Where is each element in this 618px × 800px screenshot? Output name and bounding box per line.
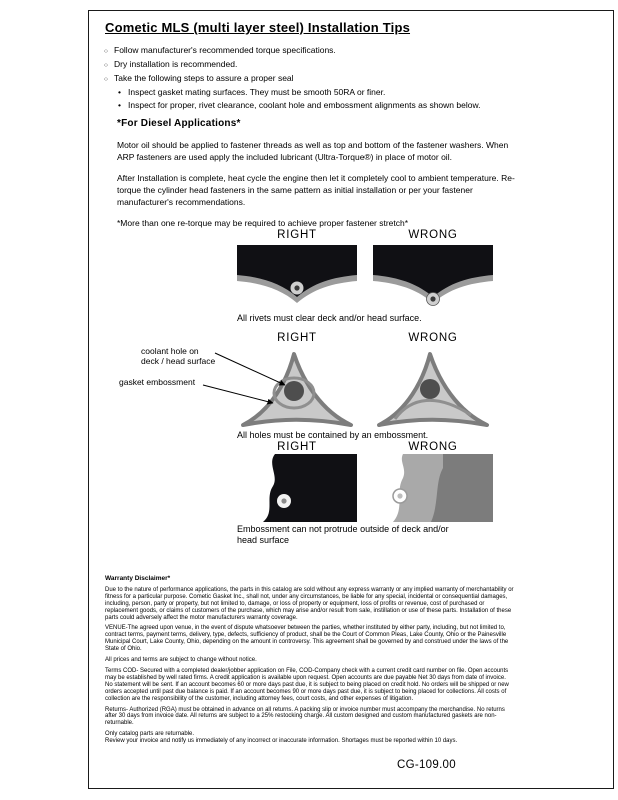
diagram-protrude-right [237, 454, 357, 522]
right-label: RIGHT [277, 229, 317, 241]
warranty-paragraph: Only catalog parts are returnable. [105, 731, 195, 738]
right-label: RIGHT [277, 332, 317, 344]
doc-code: CG-109.00 [397, 759, 456, 771]
tip-item [104, 58, 594, 72]
tip-text: Follow manufacturer's recommended torque specifications. [114, 45, 336, 55]
callout-line: coolant hole on [141, 346, 199, 356]
warranty-paragraph: All prices and terms are subject to change without notice. [105, 657, 257, 664]
warranty-paragraph: Review your invoice and notify us immediately of any incorrect or inaccurate information. Shortages must be reported within 10 days. [105, 738, 458, 745]
diagram-rivet-wrong [373, 245, 493, 310]
wrong-label: WRONG [408, 332, 458, 344]
diagram-row1-labels [237, 229, 493, 241]
diesel-heading: *For Diesel Applications* [117, 118, 241, 129]
diagram-row2-labels [237, 332, 493, 344]
warranty-paragraph: VENUE-The agreed upon venue, in the event of dispute whatsoever between the parties, whether instituted by either party, including, but not limited to, contract terms, payment terms, delivery, type, defects, sufficiency of product, shall be the Court of Common Pleas, Lake County, Ohio or the Painesville Municipal Court, Lake County, Ohio, depending on the amount in controversy. This agreement shall be governed by and construed under the laws of the State of Ohio. [105, 625, 509, 653]
diagram-embossment-wrong [373, 347, 493, 429]
tip-text: Dry installation is recommended. [114, 59, 238, 69]
diagram-protrude-wrong [373, 454, 493, 522]
dot-bullet-icon: • [118, 87, 121, 97]
diagram-rivet-right [237, 245, 357, 310]
diagram-row1 [237, 245, 493, 310]
callout-arrow-lines [201, 347, 297, 417]
right-label: RIGHT [277, 441, 317, 453]
wrong-label: WRONG [408, 441, 458, 453]
retorque-note: *More than one re-torque may be required to achieve proper fastener stretch* [117, 218, 409, 228]
circle-bullet-icon: ○ [104, 48, 108, 55]
warranty-paragraph: Returns- Authorized (RGA) must be obtained in advance on all returns. A packing slip or invoice number must accompany the merchandise. No returns after 30 days from invoice date. All returns are subject to a 25% restocking charge. All custom designed and custom manufactured gaskets are non-returnable. [105, 706, 505, 727]
diagram-caption: Embossment can not protrude outside of deck and/or head surface [237, 524, 449, 545]
warranty-paragraph: Terms COD- Secured with a completed dealer/jobber application on File, COD-Company check with a current credit card number on file. Open accounts may be established by well rated firms. A credit application is available upon request. Open accounts are due payable Net 30 days from date of invoice. No statement will be sent. If an account becomes 60 or more days past due, it is subject to being placed on credit hold. No orders will be shipped or new orders accepted until past due balance is paid. If an account becomes 90 or more days past due, it is subject to being placed for collections. All costs of collection are the responsibility of the customer, including attorney fees, court costs, and other expenses of litigation. [105, 667, 509, 702]
warranty-heading: Warranty Disclaimer* [105, 575, 171, 582]
diagram-caption: All rivets must clear deck and/or head surface. [237, 313, 422, 323]
diagram-caption: All holes must be contained by an embossment. [237, 430, 429, 440]
installation-tips-list [104, 44, 594, 112]
callout-gasket-embossment-label: gasket embossment [119, 377, 196, 387]
circle-bullet-icon: ○ [104, 62, 108, 69]
dot-bullet-icon: • [118, 100, 121, 110]
diagram-row3-labels [237, 441, 493, 453]
tip-text: Inspect gasket mating surfaces. They must be smooth 50RA or finer. [128, 87, 386, 97]
diagram-row3 [237, 454, 493, 522]
diesel-applications-section [117, 118, 515, 229]
tip-text: Take the following steps to assure a proper seal [114, 73, 294, 83]
warranty-paragraph: Due to the nature of performance applications, the parts in this catalog are sold without any express warranty or any implied warranty of merchantability or fitness for a particular purpose. Cometic Gasket Inc., shall not, under any circumstances, be liable for any special, incidental or consequential damages, including, person, party or property, but not limited to, damage, or loss of property or equipment, loss of profits or revenue, cost of purchased or replacement goods, or claims of customers of the purchase, which may arise and/or result from sale, instillation or use of these parts. Installation of these parts could adversely affect the motor manufacturers warranty coverage. [105, 586, 514, 621]
tip-sub-item [104, 99, 594, 112]
callout-line: deck / head surface [141, 355, 216, 366]
wrong-label: WRONG [408, 229, 458, 241]
page-title: Cometic MLS (multi layer steel) Installation Tips [105, 20, 411, 35]
tip-item [104, 72, 594, 86]
diesel-paragraph-1: Motor oil should be applied to fastener threads as well as top and bottom of the fastener washers. When ARP fasteners are used apply the included lubricant (Ultra-Torque®) in place of motor oil. [117, 140, 509, 162]
tip-sub-item [104, 86, 594, 99]
circle-bullet-icon: ○ [104, 76, 108, 83]
warranty-disclaimer-section [105, 576, 515, 749]
page-frame [88, 10, 614, 789]
tip-text: Inspect for proper, rivet clearance, coolant hole and embossment alignments as shown below. [128, 100, 481, 110]
diesel-paragraph-2: After Installation is complete, heat cycle the engine then let it completely cool to ambient temperature. Re-torque the cylinder head fasteners in the same pattern as initial installation or per your fastener manufacturer's recommendations. [117, 173, 515, 207]
tip-item [104, 44, 594, 58]
